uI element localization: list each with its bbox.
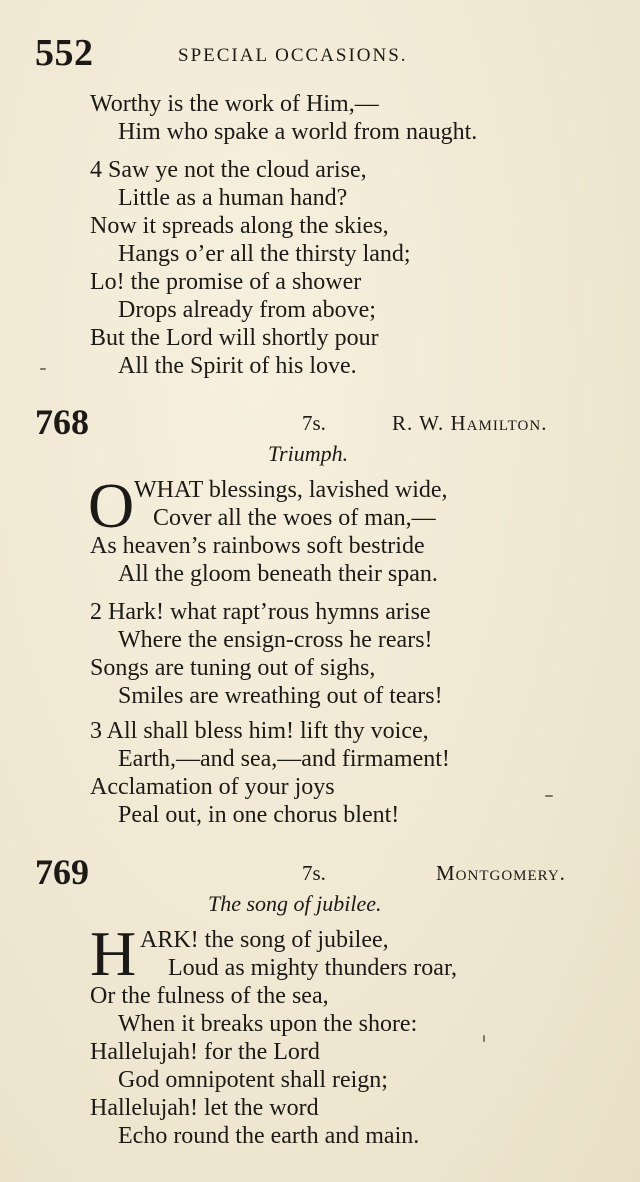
verse-line: Where the ensign-cross he rears! — [118, 627, 433, 653]
drop-capital: O — [88, 470, 135, 541]
hymn-meter: 7s. — [302, 411, 326, 435]
verse-line: Cover all the woes of man,— — [153, 505, 436, 531]
print-speck — [483, 1035, 485, 1042]
hymn-number: 768 — [35, 402, 89, 442]
verse-line: Drops already from above; — [118, 297, 376, 323]
verse-line: But the Lord will shortly pour — [90, 325, 379, 351]
verse-line: Echo round the earth and main. — [118, 1123, 420, 1149]
drop-capital: H — [90, 918, 137, 989]
print-speck — [545, 795, 553, 797]
verse-line: Him who spake a world from naught. — [118, 119, 478, 145]
verse-line: Earth,—and sea,—and firmament! — [118, 746, 450, 772]
verse-line: WHAT blessings, lavished wide, — [134, 477, 448, 503]
hymn-author: Montgomery. — [436, 861, 566, 885]
verse-line: Loud as mighty thunders roar, — [168, 955, 457, 981]
running-head: SPECIAL OCCASIONS. — [178, 45, 408, 66]
verse-line: Little as a human hand? — [118, 185, 348, 211]
page-number: 552 — [35, 32, 94, 74]
hymn-title: The song of jubilee. — [208, 891, 382, 916]
verse-line: Hallelujah! for the Lord — [90, 1039, 320, 1065]
hymn-title: Triumph. — [268, 441, 349, 466]
verse-line: God omnipotent shall reign; — [118, 1067, 388, 1093]
hymn-number: 769 — [35, 852, 89, 892]
verse-line: 4 Saw ye not the cloud arise, — [90, 157, 367, 183]
verse-line: Lo! the promise of a shower — [90, 269, 362, 295]
verse-line: All the Spirit of his love. — [118, 353, 357, 379]
hymn-meter: 7s. — [302, 861, 326, 885]
verse-line: Hallelujah! let the word — [90, 1095, 319, 1121]
verse-line: 3 All shall bless him! lift thy voice, — [90, 718, 429, 744]
verse-line: Or the fulness of the sea, — [90, 983, 329, 1009]
verse-line: Worthy is the work of Him,— — [90, 91, 379, 117]
verse-line: As heaven’s rainbows soft bestride — [90, 533, 425, 559]
verse-line: All the gloom beneath their span. — [118, 561, 438, 587]
verse-line: Hangs o’er all the thirsty land; — [118, 241, 411, 267]
verse-line: Acclamation of your joys — [90, 774, 335, 800]
verse-line: ARK! the song of jubilee, — [140, 927, 389, 953]
verse-line: Songs are tuning out of sighs, — [90, 655, 376, 681]
print-speck — [40, 368, 46, 370]
verse-line: Peal out, in one chorus blent! — [118, 802, 400, 828]
verse-line: Now it spreads along the skies, — [90, 213, 389, 239]
verse-line: 2 Hark! what rapt’rous hymns arise — [90, 599, 431, 625]
verse-line: When it breaks upon the shore: — [118, 1011, 418, 1037]
verse-line: Smiles are wreathing out of tears! — [118, 683, 443, 709]
hymn-author: R. W. Hamilton. — [392, 411, 548, 435]
